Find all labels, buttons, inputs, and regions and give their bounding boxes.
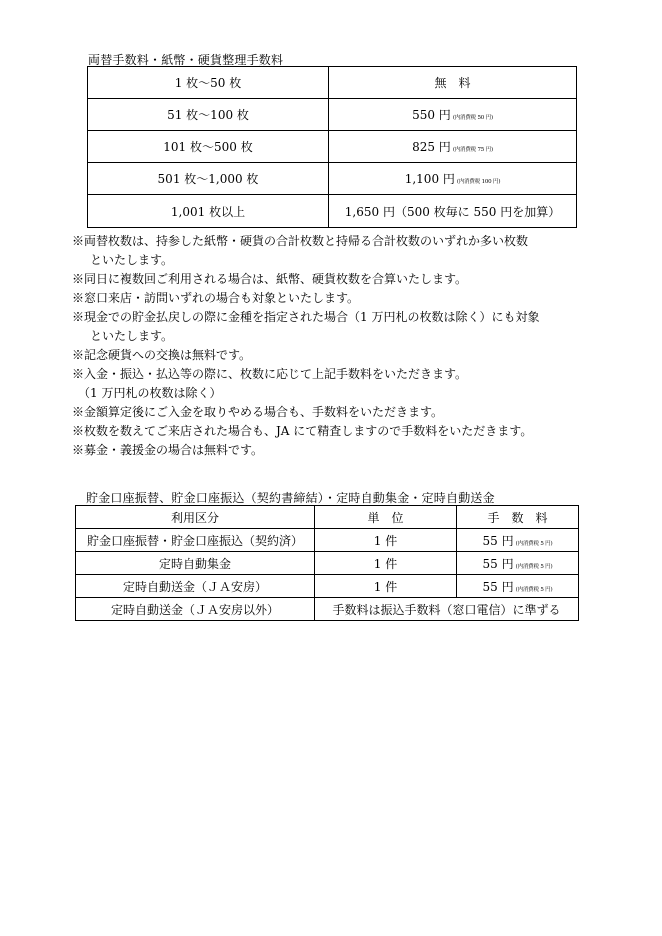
service-section-title: 貯金口座振替、貯金口座振込（契約書締結）・定時自動集金・定時自動送金 xyxy=(86,491,495,505)
table-row xyxy=(88,67,577,99)
tax-note: (内消費税 75 円) xyxy=(452,147,493,153)
fee-cell: 1,100 円 (内消費税 100 円) xyxy=(329,163,577,195)
fee-cell: 55 円 (内消費税 5 円) xyxy=(457,529,579,552)
table-row xyxy=(76,575,579,598)
exchange-fee-table xyxy=(87,66,577,228)
category-cell: 定時自動送金（ＪＡ安房以外） xyxy=(76,598,315,621)
fee-section-title: 両替手数料・紙幣・硬貨整理手数料 xyxy=(88,53,284,67)
fee-cell: 55 円 (内消費税 5 円) xyxy=(457,575,579,598)
notes-list xyxy=(72,232,602,460)
note-item: ※現金での貯金払戻しの際に金種を指定された場合（1 万円札の枚数は除く）にも対象 xyxy=(72,310,540,324)
note-item: （1 万円札の枚数は除く） xyxy=(78,386,222,400)
note-item: ※金額算定後にご入金を取りやめる場合も、手数料をいただきます。 xyxy=(72,405,444,419)
note-item: ※募金・義援金の場合は無料です。 xyxy=(72,443,264,457)
unit-cell: 1 件 xyxy=(315,552,457,575)
category-cell: 定時自動集金 xyxy=(76,552,315,575)
note-item: ※同日に複数回ご利用される場合は、紙幣、硬貨枚数を合算いたします。 xyxy=(72,272,468,286)
merged-note-cell: 手数料は振込手数料（窓口電信）に準ずる xyxy=(315,598,579,621)
table-row xyxy=(88,131,577,163)
table-row xyxy=(88,99,577,131)
note-item: といたします。 xyxy=(90,329,174,343)
tax-note: (内消費税 100 円) xyxy=(456,179,501,185)
tax-note: (内消費税 5 円) xyxy=(515,586,553,593)
range-cell: 1 枚〜50 枚 xyxy=(88,67,329,99)
range-cell: 51 枚〜100 枚 xyxy=(88,99,329,131)
fee-cell: 1,650 円（500 枚毎に 550 円を加算） xyxy=(329,195,577,228)
range-cell: 501 枚〜1,000 枚 xyxy=(88,163,329,195)
note-item: ※両替枚数は、持参した紙幣・硬貨の合計枚数と持帰る合計枚数のいずれか多い枚数 xyxy=(72,234,529,248)
category-cell: 定時自動送金（ＪＡ安房） xyxy=(76,575,315,598)
table-row xyxy=(76,598,579,621)
note-item: ※入金・振込・払込等の際に、枚数に応じて上記手数料をいただきます。 xyxy=(72,367,468,381)
unit-cell: 1 件 xyxy=(315,575,457,598)
service-fee-table xyxy=(75,505,579,621)
header-unit: 単 位 xyxy=(315,506,457,529)
fee-cell: 55 円 (内消費税 5 円) xyxy=(457,552,579,575)
fee-cell: 550 円 (内消費税 50 円) xyxy=(329,99,577,131)
range-cell: 101 枚〜500 枚 xyxy=(88,131,329,163)
note-item: ※記念硬貨への交換は無料です。 xyxy=(72,348,252,362)
range-cell: 1,001 枚以上 xyxy=(88,195,329,228)
table-row xyxy=(76,529,579,552)
header-category: 利用区分 xyxy=(76,506,315,529)
note-item: ※窓口来店・訪問いずれの場合も対象といたします。 xyxy=(72,291,360,305)
table-row xyxy=(88,195,577,228)
table-header-row xyxy=(76,506,579,529)
table-row xyxy=(88,163,577,195)
tax-note: (内消費税 5 円) xyxy=(515,563,553,570)
note-item: ※枚数を数えてご来店された場合も、JA にて精査しますので手数料をいただきます。 xyxy=(72,424,533,438)
tax-note: (内消費税 50 円) xyxy=(452,115,493,121)
note-item: といたします。 xyxy=(90,253,174,267)
tax-note: (内消費税 5 円) xyxy=(515,540,553,547)
unit-cell: 1 件 xyxy=(315,529,457,552)
fee-cell: 825 円 (内消費税 75 円) xyxy=(329,131,577,163)
category-cell: 貯金口座振替・貯金口座振込（契約済） xyxy=(76,529,315,552)
fee-cell: 無 料 xyxy=(329,67,577,99)
table-row xyxy=(76,552,579,575)
header-fee: 手 数 料 xyxy=(457,506,579,529)
